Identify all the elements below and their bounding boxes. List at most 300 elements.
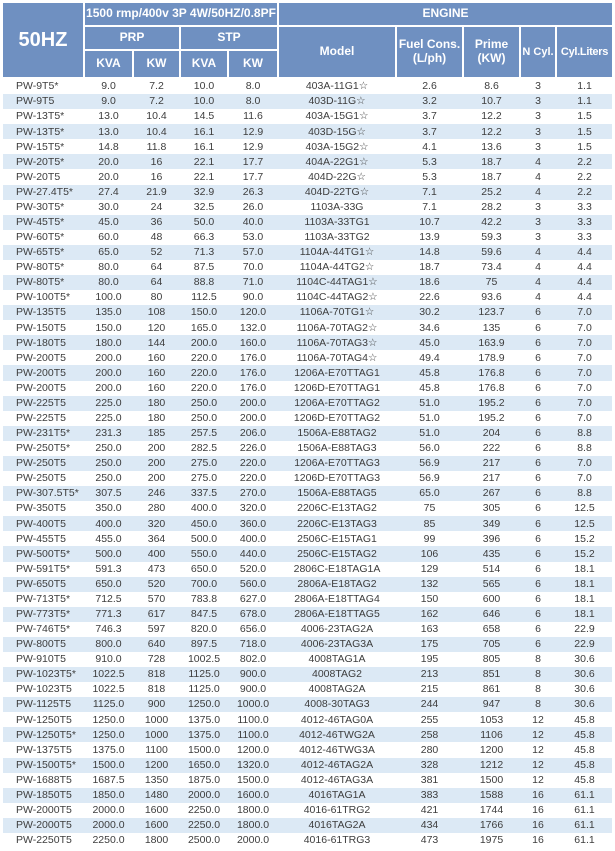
table-row <box>3 290 612 305</box>
genset-model-cell: PW-250T5 <box>16 472 66 485</box>
fuel-cons-header-line1: Fuel Cons. <box>398 37 461 52</box>
prp-kw-cell: 1600 <box>144 804 169 817</box>
stp-kva-cell: 700.0 <box>190 577 218 590</box>
n-cyl-cell: 6 <box>535 321 541 334</box>
table-row <box>3 335 612 350</box>
table-row <box>3 577 612 592</box>
cyl-liters-cell: 1.5 <box>577 140 592 153</box>
cyl-liters-cell: 2.2 <box>577 170 592 183</box>
stp-kw-cell: 1100.0 <box>237 728 269 741</box>
genset-model-cell: PW-500T5* <box>16 547 71 560</box>
prp-kw-cell: 570 <box>147 592 166 605</box>
prp-kw-header: KW <box>134 51 179 77</box>
n-cyl-cell: 3 <box>535 140 541 153</box>
fuel-cons-cell: 7.1 <box>422 185 437 198</box>
cyl-liters-cell: 45.8 <box>574 728 595 741</box>
fuel-cons-cell: 3.2 <box>422 95 437 108</box>
prp-kw-cell: 900 <box>147 698 166 711</box>
stp-kva-cell: 2000.0 <box>187 788 221 801</box>
engine-model-cell: 403D-15G☆ <box>308 125 366 138</box>
prp-kw-cell: 818 <box>147 683 166 696</box>
stp-kva-cell: 250.0 <box>190 396 218 409</box>
engine-banner-header: ENGINE <box>279 3 612 25</box>
prp-kva-cell: 231.3 <box>95 427 122 440</box>
cyl-liters-cell: 3.3 <box>577 200 592 213</box>
stp-kva-cell: 112.5 <box>191 291 217 304</box>
fuel-cons-cell: 45.8 <box>419 381 440 394</box>
prp-kw-cell: 597 <box>147 623 166 636</box>
genset-model-cell: PW-800T5 <box>16 638 66 651</box>
cyl-liters-cell: 3.3 <box>577 231 592 244</box>
stp-kw-cell: 1200.0 <box>236 743 270 756</box>
genset-model-cell: PW-180T5 <box>16 336 66 349</box>
stp-kva-cell: 14.5 <box>193 110 215 123</box>
prp-kva-cell: 20.0 <box>98 155 119 168</box>
stp-kw-cell: 70.0 <box>242 261 264 274</box>
engine-model-cell: 1104C-44TAG1☆ <box>296 276 378 289</box>
cyl-liters-cell: 45.8 <box>574 713 595 726</box>
stp-kva-cell: 22.1 <box>193 170 215 183</box>
table-row <box>3 411 612 426</box>
cyl-liters-cell: 18.1 <box>574 608 595 621</box>
stp-kw-cell: 120.0 <box>239 306 267 319</box>
fuel-cons-cell: 215 <box>420 683 439 696</box>
prp-kva-cell: 13.0 <box>98 125 119 138</box>
genset-model-cell: PW-150T5 <box>16 321 66 334</box>
prp-kva-cell: 225.0 <box>95 396 122 409</box>
fuel-cons-cell: 106 <box>420 547 439 560</box>
table-row <box>3 124 612 139</box>
stp-kva-cell: 16.1 <box>193 140 215 153</box>
prp-kw-cell: 48 <box>150 231 163 244</box>
stp-kw-cell: 176.0 <box>239 381 267 394</box>
prp-kw-cell: 200 <box>147 472 166 485</box>
stp-kva-cell: 32.9 <box>193 185 215 198</box>
cyl-liters-cell: 18.1 <box>574 592 595 605</box>
fuel-cons-cell: 7.1 <box>422 200 437 213</box>
prp-kw-cell: 80 <box>150 291 163 304</box>
prp-kva-cell: 2000.0 <box>92 804 125 817</box>
stp-kva-cell: 10.0 <box>193 95 215 108</box>
prime-kw-cell: 222 <box>482 442 501 455</box>
n-cyl-cell: 12 <box>532 713 544 726</box>
prp-kva-cell: 45.0 <box>98 215 119 228</box>
prp-kw-cell: 818 <box>147 668 166 681</box>
genset-model-cell: PW-591T5* <box>16 562 71 575</box>
fuel-cons-cell: 14.8 <box>419 246 440 259</box>
stp-kva-cell: 1375.0 <box>187 713 221 726</box>
n-cyl-cell: 6 <box>535 532 541 545</box>
n-cyl-cell: 16 <box>532 788 544 801</box>
stp-kva-cell: 450.0 <box>190 517 218 530</box>
prp-kw-cell: 520 <box>147 577 166 590</box>
prime-kw-cell: 349 <box>482 517 501 530</box>
n-cyl-cell: 6 <box>535 623 541 636</box>
fuel-cons-cell: 383 <box>420 788 439 801</box>
stp-kva-cell: 1125.0 <box>188 668 220 681</box>
stp-kw-cell: 1800.0 <box>236 819 270 832</box>
n-cyl-cell: 8 <box>535 653 541 666</box>
stp-kva-cell: 32.5 <box>193 200 215 213</box>
n-cyl-cell: 6 <box>535 306 541 319</box>
prp-kw-cell: 180 <box>147 396 166 409</box>
prime-kw-cell: 12.2 <box>481 125 502 138</box>
stp-kva-cell: 220.0 <box>190 351 218 364</box>
table-row <box>3 169 612 184</box>
genset-model-cell: PW-200T5 <box>16 381 66 394</box>
prp-kw-cell: 24 <box>150 200 163 213</box>
fuel-cons-cell: 51.0 <box>419 427 440 440</box>
table-row <box>3 727 612 742</box>
prp-kva-cell: 350.0 <box>95 502 122 515</box>
prp-kva-cell: 20.0 <box>98 170 119 183</box>
prime-kw-cell: 59.3 <box>481 231 502 244</box>
prp-kva-cell: 1125.0 <box>92 698 125 711</box>
table-row <box>3 682 612 697</box>
prime-kw-header-line1: Prime <box>474 37 509 52</box>
engine-model-cell: 404D-22TG☆ <box>304 185 370 198</box>
prime-kw-cell: 565 <box>482 577 501 590</box>
cyl-liters-cell: 8.8 <box>577 487 592 500</box>
table-row <box>3 215 612 230</box>
prp-kva-cell: 200.0 <box>95 381 122 394</box>
cyl-liters-cell: 61.1 <box>574 788 595 801</box>
engine-model-cell: 1106A-70TAG2☆ <box>296 321 378 334</box>
n-cyl-cell: 4 <box>535 291 541 304</box>
prp-kw-cell: 1200 <box>144 758 169 771</box>
prime-kw-cell: 123.7 <box>478 306 505 319</box>
genset-model-cell: PW-135T5 <box>16 306 66 319</box>
cyl-liters-cell: 15.2 <box>574 532 595 545</box>
prp-kva-cell: 1850.0 <box>92 788 125 801</box>
prp-kw-cell: 11.8 <box>146 140 167 153</box>
n-cyl-cell: 8 <box>535 683 541 696</box>
stp-kw-cell: 200.0 <box>239 396 267 409</box>
prp-kw-cell: 160 <box>147 366 166 379</box>
stp-kva-cell: 200.0 <box>190 336 218 349</box>
engine-model-cell: 1206A-E70TTAG1 <box>294 366 380 379</box>
fuel-cons-cell: 45.0 <box>419 336 440 349</box>
n-cyl-cell: 6 <box>535 427 541 440</box>
prp-kw-cell: 640 <box>147 638 166 651</box>
stp-kva-cell: 783.8 <box>190 592 218 605</box>
engine-model-cell: 1206A-E70TTAG3 <box>294 457 380 470</box>
fuel-cons-cell: 132 <box>420 577 439 590</box>
n-cyl-cell: 12 <box>532 728 544 741</box>
fuel-cons-cell: 3.7 <box>422 125 437 138</box>
prime-kw-cell: 646 <box>482 608 501 621</box>
prp-kva-cell: 771.3 <box>95 608 122 621</box>
stp-kw-cell: 12.9 <box>242 140 264 153</box>
n-cyl-cell: 6 <box>535 457 541 470</box>
prp-kva-cell: 200.0 <box>95 366 122 379</box>
engine-model-header: Model <box>279 27 395 77</box>
engine-model-cell: 4012-46TAG3A <box>300 773 374 786</box>
stp-kva-header: KVA <box>181 51 227 77</box>
stp-kva-cell: 400.0 <box>190 502 218 515</box>
fuel-cons-cell: 175 <box>420 638 439 651</box>
prp-kw-cell: 1600 <box>144 819 169 832</box>
table-row <box>3 758 612 773</box>
stp-kw-cell: 560.0 <box>239 577 267 590</box>
genset-model-cell: PW-1688T5 <box>16 773 72 786</box>
prime-kw-cell: 1588 <box>479 788 504 801</box>
cyl-liters-cell: 22.9 <box>574 623 595 636</box>
prime-kw-cell: 1744 <box>479 804 504 817</box>
prime-kw-cell: 204 <box>482 427 501 440</box>
genset-model-cell: PW-45T5* <box>16 215 65 228</box>
cyl-liters-cell: 4.4 <box>577 276 592 289</box>
n-cyl-cell: 12 <box>532 758 544 771</box>
prp-kw-cell: 36 <box>150 215 163 228</box>
engine-model-cell: 1506A-E88TAG3 <box>297 442 377 455</box>
cyl-liters-cell: 7.0 <box>577 412 592 424</box>
prp-kva-cell: 150.0 <box>95 321 122 334</box>
fuel-cons-header-line2: (L/ph) <box>412 51 447 65</box>
engine-model-cell: 1506A-E88TAG5 <box>297 487 377 500</box>
stp-kva-cell: 66.3 <box>193 231 215 244</box>
cyl-liters-cell: 18.1 <box>574 577 595 590</box>
engine-model-cell: 4016-61TRG2 <box>303 804 371 817</box>
prime-kw-cell: 435 <box>482 547 501 560</box>
engine-model-cell: 1103A-33G <box>310 200 364 213</box>
stp-kw-cell: 176.0 <box>239 351 267 364</box>
n-cyl-cell: 3 <box>535 200 541 213</box>
cyl-liters-cell: 30.6 <box>574 653 595 666</box>
table-row <box>3 230 612 245</box>
n-cyl-cell: 8 <box>535 668 541 681</box>
stp-kw-cell: 440.0 <box>239 547 267 560</box>
fuel-cons-cell: 5.3 <box>422 170 437 183</box>
cyl-liters-cell: 1.1 <box>577 80 592 93</box>
cyl-liters-cell: 45.8 <box>574 758 595 771</box>
genset-model-cell: PW-650T5 <box>16 577 66 590</box>
cyl-liters-cell: 15.2 <box>574 547 595 560</box>
prp-kw-cell: 7.2 <box>149 95 164 108</box>
genset-model-cell: PW-746T5* <box>16 623 71 636</box>
table-row <box>3 637 612 652</box>
fuel-cons-cell: 213 <box>420 668 439 681</box>
table-row <box>3 667 612 682</box>
n-cyl-cell: 16 <box>532 804 544 817</box>
stp-kw-cell: 627.0 <box>239 592 267 605</box>
fuel-cons-cell: 18.7 <box>419 261 440 274</box>
prime-kw-cell: 305 <box>482 502 501 515</box>
engine-model-cell: 1106A-70TG1☆ <box>299 306 375 319</box>
stp-kw-cell: 40.0 <box>242 215 264 228</box>
stp-kw-cell: 53.0 <box>242 231 264 244</box>
table-row <box>3 622 612 637</box>
engine-model-cell: 1506A-E88TAG2 <box>297 427 377 440</box>
prp-kw-cell: 364 <box>147 532 166 545</box>
genset-model-cell: PW-455T5 <box>16 532 66 545</box>
n-cyl-cell: 6 <box>535 638 541 651</box>
engine-model-cell: 4016TAG1A <box>308 788 366 801</box>
prp-kva-cell: 135.0 <box>95 306 122 319</box>
engine-model-cell: 403D-11G☆ <box>308 95 366 108</box>
table-row <box>3 139 612 154</box>
cyl-liters-cell: 7.0 <box>577 351 592 364</box>
prp-kva-cell: 250.0 <box>95 472 122 485</box>
prime-kw-cell: 1106 <box>480 728 503 741</box>
fuel-cons-header <box>397 27 462 77</box>
n-cyl-cell: 3 <box>535 215 541 228</box>
prp-kva-cell: 1250.0 <box>92 713 125 726</box>
prime-kw-cell: 947 <box>482 698 501 711</box>
engine-model-cell: 1106A-70TAG3☆ <box>296 336 378 349</box>
n-cyl-cell: 3 <box>535 80 541 93</box>
prp-kva-cell: 225.0 <box>95 412 122 424</box>
fuel-cons-cell: 280 <box>420 743 439 756</box>
table-row <box>3 562 612 577</box>
fuel-cons-cell: 56.9 <box>419 457 440 470</box>
engine-model-cell: 1103A-33TG2 <box>304 231 370 244</box>
cyl-liters-cell: 61.1 <box>574 819 595 832</box>
n-cyl-cell: 6 <box>535 562 541 575</box>
prp-kw-cell: 1100 <box>145 743 168 756</box>
prp-kva-cell: 746.3 <box>95 623 122 636</box>
fuel-cons-cell: 49.4 <box>419 351 440 364</box>
stp-kva-cell: 1875.0 <box>187 773 221 786</box>
n-cyl-cell: 6 <box>535 351 541 364</box>
stp-kw-cell: 17.7 <box>242 170 264 183</box>
prp-kw-cell: 473 <box>147 562 166 575</box>
stp-kw-cell: 17.7 <box>242 155 264 168</box>
stp-kva-cell: 150.0 <box>190 306 218 319</box>
prime-kw-cell: 1500 <box>479 773 504 786</box>
fuel-cons-cell: 381 <box>420 773 439 786</box>
stp-kva-cell: 275.0 <box>190 472 218 485</box>
n-cyl-cell: 16 <box>532 819 544 832</box>
cyl-liters-cell: 7.0 <box>577 396 592 409</box>
prp-kva-cell: 250.0 <box>95 442 122 455</box>
prime-kw-header-line2: (KW) <box>477 51 506 65</box>
prp-kva-cell: 307.5 <box>95 487 122 500</box>
prime-kw-cell: 1975 <box>479 834 504 847</box>
cyl-liters-cell: 7.0 <box>577 457 592 470</box>
genset-model-cell: PW-250T5 <box>16 457 66 470</box>
table-row <box>3 471 612 486</box>
engine-model-cell: 2506C-E15TAG2 <box>297 547 377 560</box>
engine-model-cell: 4008TAG2 <box>311 668 362 681</box>
prp-kva-cell: 2250.0 <box>92 834 125 847</box>
table-row <box>3 79 612 94</box>
stp-kw-cell: 220.0 <box>239 472 267 485</box>
n-cyl-cell: 6 <box>535 547 541 560</box>
table-row <box>3 320 612 335</box>
n-cyl-cell: 12 <box>532 773 544 786</box>
fuel-cons-cell: 129 <box>420 562 439 575</box>
fuel-cons-cell: 162 <box>420 608 439 621</box>
engine-model-cell: 2506C-E15TAG1 <box>297 532 377 545</box>
engine-model-cell: 403A-11G1☆ <box>305 80 369 93</box>
stp-kw-cell: 320.0 <box>239 502 267 515</box>
frequency-header: 50HZ <box>3 3 83 77</box>
fuel-cons-cell: 34.6 <box>419 321 440 334</box>
fuel-cons-cell: 65.0 <box>419 487 440 500</box>
engine-model-cell: 1206A-E70TTAG2 <box>294 396 380 409</box>
genset-model-cell: PW-80T5* <box>16 276 65 289</box>
stp-header: STP <box>181 27 277 49</box>
prp-kw-cell: 108 <box>147 306 166 319</box>
stp-kw-cell: 718.0 <box>239 638 267 651</box>
cyl-liters-cell: 45.8 <box>574 743 595 756</box>
prp-kw-cell: 144 <box>147 336 166 349</box>
cyl-liters-cell: 7.0 <box>577 366 592 379</box>
stp-kw-cell: 160.0 <box>239 336 267 349</box>
genset-model-cell: PW-1023T5* <box>16 668 76 681</box>
engine-model-cell: 1106A-70TAG4☆ <box>296 351 378 364</box>
engine-model-cell: 2806A-E18TAG2 <box>297 577 377 590</box>
stp-kva-cell: 220.0 <box>190 381 218 394</box>
stp-kva-cell: 650.0 <box>190 562 218 575</box>
cyl-liters-cell: 7.0 <box>577 472 592 485</box>
engine-model-cell: 4008TAG1A <box>308 653 366 666</box>
prime-kw-cell: 195.2 <box>478 396 505 409</box>
stp-kva-cell: 1375.0 <box>187 728 221 741</box>
table-row <box>3 350 612 365</box>
n-cyl-cell: 6 <box>535 336 541 349</box>
prp-kva-cell: 650.0 <box>95 577 122 590</box>
stp-kw-cell: 1800.0 <box>236 804 270 817</box>
n-cyl-cell: 3 <box>535 95 541 108</box>
prime-kw-cell: 1200 <box>479 743 504 756</box>
prp-kva-cell: 500.0 <box>95 547 122 560</box>
prp-kva-header: KVA <box>85 51 132 77</box>
stp-kva-cell: 2500.0 <box>187 834 221 847</box>
engine-model-cell: 4008TAG2A <box>308 683 366 696</box>
genset-model-cell: PW-307.5T5* <box>16 487 79 500</box>
n-cyl-cell: 6 <box>535 381 541 394</box>
stp-kva-cell: 897.5 <box>190 638 218 651</box>
prime-kw-cell: 805 <box>482 653 501 666</box>
genset-model-cell: PW-1850T5 <box>16 788 72 801</box>
table-row <box>3 245 612 260</box>
stp-kva-cell: 1650.0 <box>187 758 221 771</box>
fuel-cons-cell: 13.9 <box>419 231 440 244</box>
genset-model-cell: PW-1023T5 <box>16 683 72 696</box>
prp-kw-cell: 1000 <box>144 728 169 741</box>
table-row <box>3 546 612 561</box>
stp-kw-cell: 226.0 <box>239 442 267 455</box>
genset-model-cell: PW-20T5* <box>16 155 65 168</box>
table-row <box>3 652 612 667</box>
table-row <box>3 396 612 411</box>
fuel-cons-cell: 244 <box>420 698 439 711</box>
prime-kw-cell: 1212 <box>479 758 504 771</box>
genset-model-cell: PW-200T5 <box>16 366 66 379</box>
fuel-cons-cell: 473 <box>420 834 439 847</box>
engine-model-cell: 4016-61TRG3 <box>303 834 371 847</box>
cyl-liters-cell: 30.6 <box>574 668 595 681</box>
prime-kw-header <box>464 27 519 77</box>
genset-model-cell: PW-2000T5 <box>16 819 72 832</box>
prp-kva-cell: 200.0 <box>95 351 122 364</box>
stp-kw-cell: 400.0 <box>239 532 267 545</box>
genset-model-cell: PW-65T5* <box>16 246 65 259</box>
n-cyl-cell: 6 <box>535 396 541 409</box>
fuel-cons-cell: 18.6 <box>419 276 440 289</box>
prp-kw-cell: 728 <box>147 653 166 666</box>
prp-kva-cell: 13.0 <box>98 110 119 123</box>
n-cyl-cell: 4 <box>535 155 541 168</box>
prp-kw-cell: 1480 <box>144 788 169 801</box>
prp-kva-cell: 27.4 <box>98 185 119 198</box>
prp-kva-cell: 1500.0 <box>92 758 125 771</box>
genset-model-cell: PW-773T5* <box>16 608 71 621</box>
prp-kw-cell: 120 <box>147 321 166 334</box>
stp-kw-cell: 1100.0 <box>237 713 269 726</box>
